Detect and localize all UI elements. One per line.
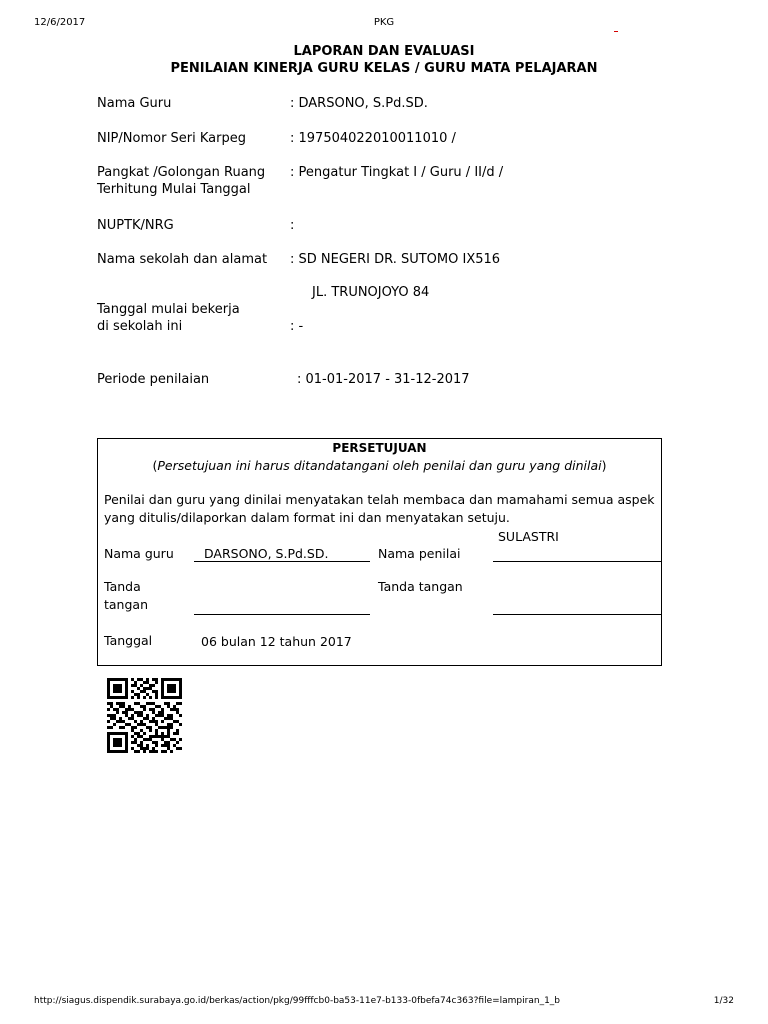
- page-number: 1/32: [713, 996, 734, 1006]
- tanda-tangan-label: Tanda: [104, 579, 141, 594]
- pangkat-value: : Pengatur Tingkat I / Guru / II/d /: [290, 165, 504, 180]
- approval-subtitle: (Persetujuan ini harus ditandatangani oleh penilai dan guru yang dinilai): [152, 458, 607, 473]
- nama-guru-label: Nama Guru: [97, 96, 172, 111]
- document-subtitle: PENILAIAN KINERJA GURU KELAS / GURU MATA PELAJARAN: [170, 61, 598, 76]
- periode-label: Periode penilaian: [97, 372, 210, 387]
- nip-value: : 197504022010011010 /: [290, 131, 456, 146]
- red-mark: [614, 31, 618, 32]
- tanda-tangan-penilai-line: [493, 614, 661, 615]
- nuptk-label: NUPTK/NRG: [97, 218, 174, 233]
- tanda-tangan-guru-line: [194, 614, 370, 615]
- mulai-bekerja-label: Tanggal mulai bekerja: [97, 302, 240, 317]
- nama-guru-value: : DARSONO, S.Pd.SD.: [290, 96, 428, 111]
- nama-penilai-line: [493, 561, 661, 562]
- periode-value: : 01-01-2017 - 31-12-2017: [297, 372, 470, 387]
- print-title: PKG: [373, 17, 395, 28]
- qr-code: [107, 678, 182, 753]
- tmt-label: Terhitung Mulai Tanggal: [97, 182, 251, 197]
- approval-nama-penilai-value: SULASTRI: [498, 529, 559, 544]
- sekolah-value: : SD NEGERI DR. SUTOMO IX516: [290, 252, 501, 267]
- pangkat-label: Pangkat /Golongan Ruang: [97, 165, 266, 180]
- approval-statement: Penilai dan guru yang dinilai menyatakan telah membaca dan mamahami semua aspek yang ditulis/dilaporkan dalam format ini dan menyatakan setuju.: [104, 492, 655, 525]
- sekolah-address: JL. TRUNOJOYO 84: [312, 285, 430, 300]
- approval-nama-guru-label: Nama guru: [104, 546, 174, 561]
- print-date: 12/6/2017: [34, 17, 86, 28]
- approval-title: PERSETUJUAN: [332, 441, 427, 455]
- approval-nama-guru-value: DARSONO, S.Pd.SD.: [204, 546, 329, 561]
- source-url: http://siagus.dispendik.surabaya.go.id/berkas/action/pkg/99fffcb0-ba53-11e7-b133-0fbefa74c363?file=lampiran_1_b: [34, 996, 561, 1006]
- nip-label: NIP/Nomor Seri Karpeg: [97, 131, 246, 146]
- tanggal-label: Tanggal: [104, 633, 153, 648]
- mulai-bekerja-value: : -: [290, 319, 304, 334]
- document-title: LAPORAN DAN EVALUASI: [293, 44, 475, 59]
- nuptk-value: :: [290, 218, 295, 233]
- tanda-tangan-label-2: tangan: [104, 597, 149, 612]
- approval-box: [97, 438, 662, 666]
- tanggal-value: 06 bulan 12 tahun 2017: [201, 634, 352, 649]
- approval-nama-penilai-label: Nama penilai: [378, 546, 461, 561]
- tanda-tangan-penilai-label: Tanda tangan: [378, 579, 463, 594]
- di-sekolah-label: di sekolah ini: [97, 319, 183, 334]
- sekolah-label: Nama sekolah dan alamat: [97, 252, 268, 267]
- nama-guru-line: [194, 561, 370, 562]
